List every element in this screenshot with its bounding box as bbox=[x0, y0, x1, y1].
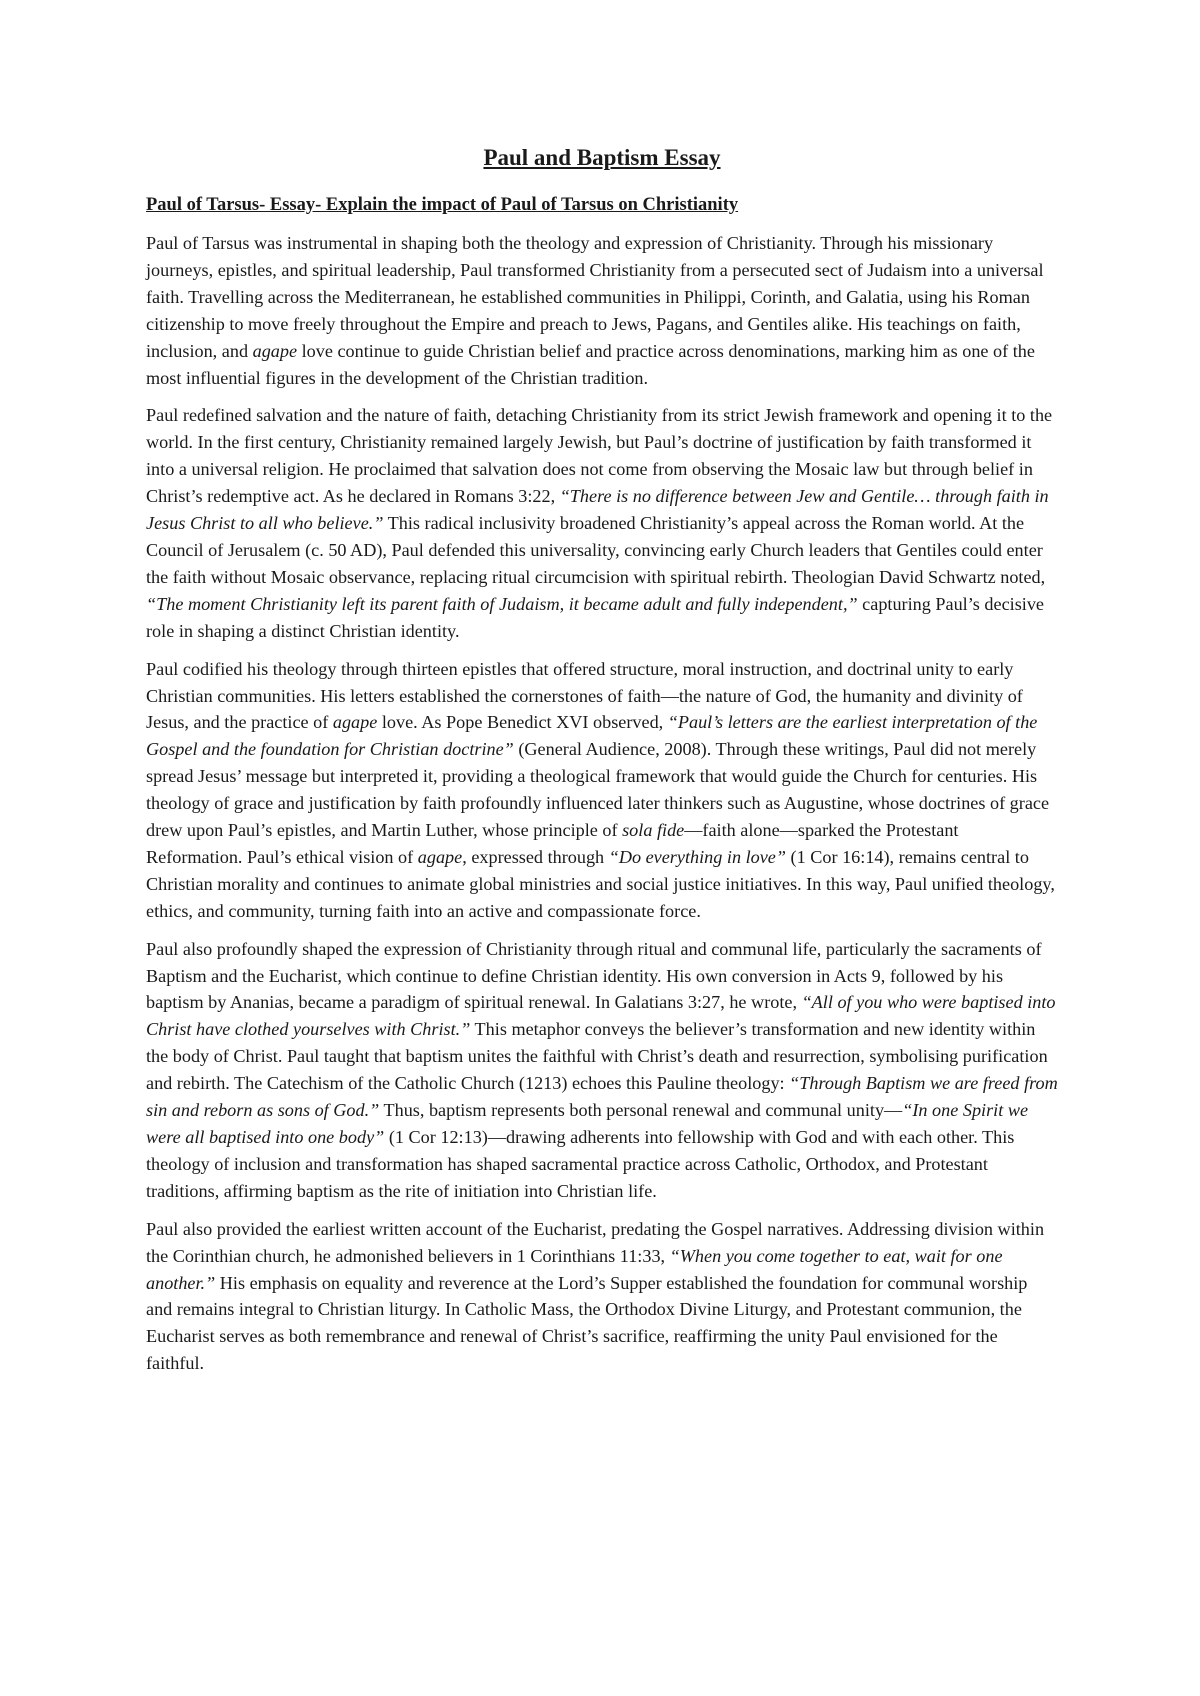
italic-run: “There is no difference between Jew and Gentile… through faith in Jesus Christ to all who believe.” bbox=[146, 486, 1049, 534]
text-run: (General Audience, 2008). Through these writings, Paul did not merely spread Jesus’ message but interpreted it, providing a theological framework that would guide the Church for centuries. His theology of grace and justification by faith profoundly influenced later thinkers such as Augustine, whose doctrines of grace drew upon Paul’s epistles, and Martin Luther, whose principle of bbox=[146, 739, 1050, 841]
text-run: This metaphor conveys the believer’s transformation and new identity within the body of Christ. Paul taught that baptism unites the faithful with Christ’s death and resurrection, symbolising purification and rebirth. The Catechism of the Catholic Church (1213) echoes this Pauline theology: bbox=[146, 1019, 1048, 1094]
italic-run: “All of you who were baptised into Christ have clothed yourselves with Christ.” bbox=[146, 992, 1056, 1040]
italic-run: “The moment Christianity left its parent faith of Judaism, it became adult and fully independent,” bbox=[146, 593, 858, 614]
italic-run: “Do everything in love” bbox=[608, 846, 786, 867]
paragraph-introduction bbox=[146, 230, 1058, 391]
text-run: Paul redefined salvation and the nature of faith, detaching Christianity from its strict Jewish framework and opening it to the world. In the first century, Christianity remained largely Jewish, but Paul’s doctrine of justification by faith transformed it into a universal religion. He proclaimed that salvation does not come from observing the Mosaic law but through belief in Christ’s redemptive act. As he declared in Romans 3:22, bbox=[146, 405, 1053, 507]
text-run: Paul also provided the earliest written account of the Eucharist, predating the Gospel narratives. Addressing division within the Corinthian church, he admonished believers in 1 Corinthians 11:33, bbox=[146, 1218, 1045, 1266]
text-run: —faith alone—sparked the Protestant Reformation. Paul’s ethical vision of bbox=[146, 820, 959, 867]
paragraph-baptism bbox=[146, 936, 1058, 1205]
text-run: (1 Cor 16:14), remains central to Christian morality and continues to animate global ministries and social justice initiatives. In this way, Paul unified theology, ethics, and community, turning faith into an active and compassionate force. bbox=[146, 846, 1055, 921]
italic-run: “When you come together to eat, wait for one another.” bbox=[146, 1245, 1003, 1293]
document-body bbox=[146, 142, 1058, 1388]
text-run: capturing Paul’s decisive role in shaping a distinct Christian identity. bbox=[146, 593, 1045, 641]
italic-run: “Through Baptism we are freed from sin and reborn as sons of God.” bbox=[146, 1073, 1058, 1121]
text-run: , expressed through bbox=[462, 846, 609, 867]
italic-run: “In one Spirit we were all baptised into one body” bbox=[146, 1100, 1029, 1147]
italic-run: sola fide bbox=[622, 820, 685, 841]
text-run: This radical inclusivity broadened Christianity’s appeal across the Roman world. At the Council of Jerusalem (c. 50 AD), Paul defended this universality, convincing early Church leaders that Gentiles could enter the faith without Mosaic observance, replacing ritual circumcision with spiritual rebirth. Theologian David Schwartz noted, bbox=[146, 513, 1046, 587]
text-run: His emphasis on equality and reverence at the Lord’s Supper established the foundation for communal worship and remains integral to Christian liturgy. In Catholic Mass, the Orthodox Divine Liturgy, and Protestant communion, the Eucharist serves as both remembrance and renewal of Christ’s sacrifice, reaffirming the unity Paul envisioned for the faithful. bbox=[146, 1272, 1028, 1374]
text-run: love. As Pope Benedict XVI observed, bbox=[377, 712, 668, 733]
italic-run: agape bbox=[332, 712, 378, 733]
paragraph-eucharist bbox=[146, 1216, 1058, 1377]
text-run: Paul of Tarsus was instrumental in shaping both the theology and expression of Christianity. Through his missionary journeys, epistles, and spiritual leadership, Paul transformed Christianity from a persecuted sect of Judaism into a universal faith. Travelling across the Mediterranean, he established communities in Philippi, Corinth, and Galatia, using his Roman citizenship to move freely throughout the Empire and preach to Jews, Pagans, and Gentiles alike. His teachings on faith, inclusion, and bbox=[146, 233, 1044, 361]
text-run: Paul codified his theology through thirteen epistles that offered structure, moral instruction, and doctrinal unity to early Christian communities. His letters established the cornerstones of faith—the nature of God, the humanity and divinity of Jesus, and the practice of bbox=[146, 658, 1023, 733]
page-title: Paul and Baptism Essay bbox=[483, 145, 721, 170]
text-run: Thus, baptism represents both personal renewal and communal unity— bbox=[379, 1100, 903, 1121]
italic-run: agape bbox=[417, 846, 463, 867]
paragraph-epistles bbox=[146, 656, 1058, 925]
paragraph-salvation-faith bbox=[146, 402, 1058, 644]
text-run: Paul also profoundly shaped the expression of Christianity through ritual and communal life, particularly the sacraments of Baptism and the Eucharist, which continue to define Christian identity. His own conversion in Acts 9, followed by his baptism by Ananias, became a paradigm of spiritual renewal. In Galatians 3:27, he wrote, bbox=[146, 938, 1042, 1013]
italic-run: agape bbox=[252, 340, 298, 361]
italic-run: “Paul’s letters are the earliest interpretation of the Gospel and the foundation for Christian doctrine” bbox=[146, 712, 1038, 760]
text-run: love continue to guide Christian belief and practice across denominations, marking him as one of the most influential figures in the development of the Christian tradition. bbox=[146, 340, 1035, 388]
text-run: (1 Cor 12:13)—drawing adherents into fellowship with God and with each other. This theology of inclusion and transformation has shaped sacramental practice across Catholic, Orthodox, and Protestant traditions, affirming baptism as the rite of initiation into Christian life. bbox=[146, 1127, 1015, 1201]
essay-heading: Paul of Tarsus- Essay- Explain the impact of Paul of Tarsus on Christianity bbox=[146, 195, 739, 215]
